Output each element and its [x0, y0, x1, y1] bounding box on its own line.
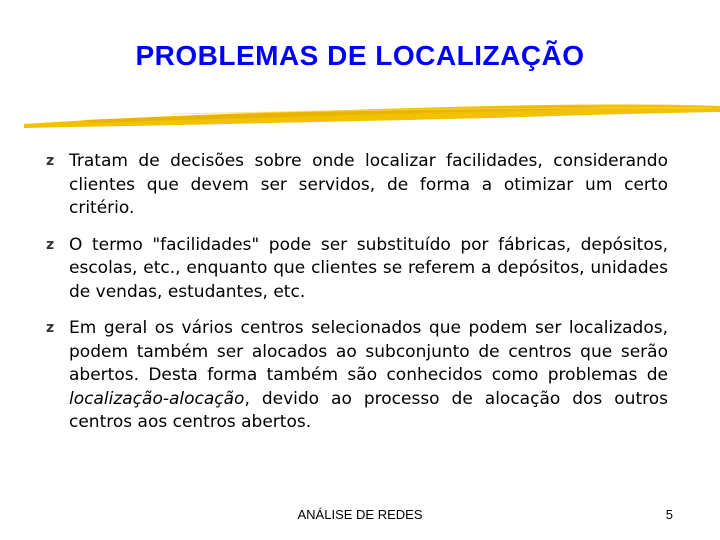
bullet-text-after: , devido ao processo de alocação dos outros centros aos centros abertos. — [69, 388, 668, 432]
bullet-emphasis: localização-alocação — [69, 388, 245, 409]
bullet-marker-icon: z — [46, 320, 55, 336]
bullet-text-before: Em geral os vários centros selecionados que podem ser localizados, podem também ser alocados ao subconjunto de centros que serão abertos. Desta forma também são conhecidos como problemas de — [69, 318, 668, 385]
page-number: 5 — [665, 507, 673, 522]
bullet-marker-icon: z — [46, 153, 55, 169]
bullet-text: Tratam de decisões sobre onde localizar facilidades, considerando clientes que devem ser servidos, de forma a otimizar um certo critério. — [69, 151, 668, 218]
title-underline-brushstroke — [22, 100, 720, 134]
bullet-item-3 — [46, 317, 668, 435]
bullet-text: O termo "facilidades" pode ser substituído por fábricas, depósitos, escolas, etc., enquanto que clientes se referem a depósitos, unidades de vendas, estudantes, etc. — [69, 234, 668, 302]
bullet-item-2 — [46, 234, 668, 305]
bullet-item-1 — [46, 150, 668, 221]
bullet-marker-icon: z — [46, 236, 55, 253]
footer-title: ANÁLISE DE REDES — [297, 507, 423, 522]
slide-title: PROBLEMAS DE LOCALIZAÇÃO — [135, 40, 585, 71]
bullet-list — [46, 150, 668, 448]
